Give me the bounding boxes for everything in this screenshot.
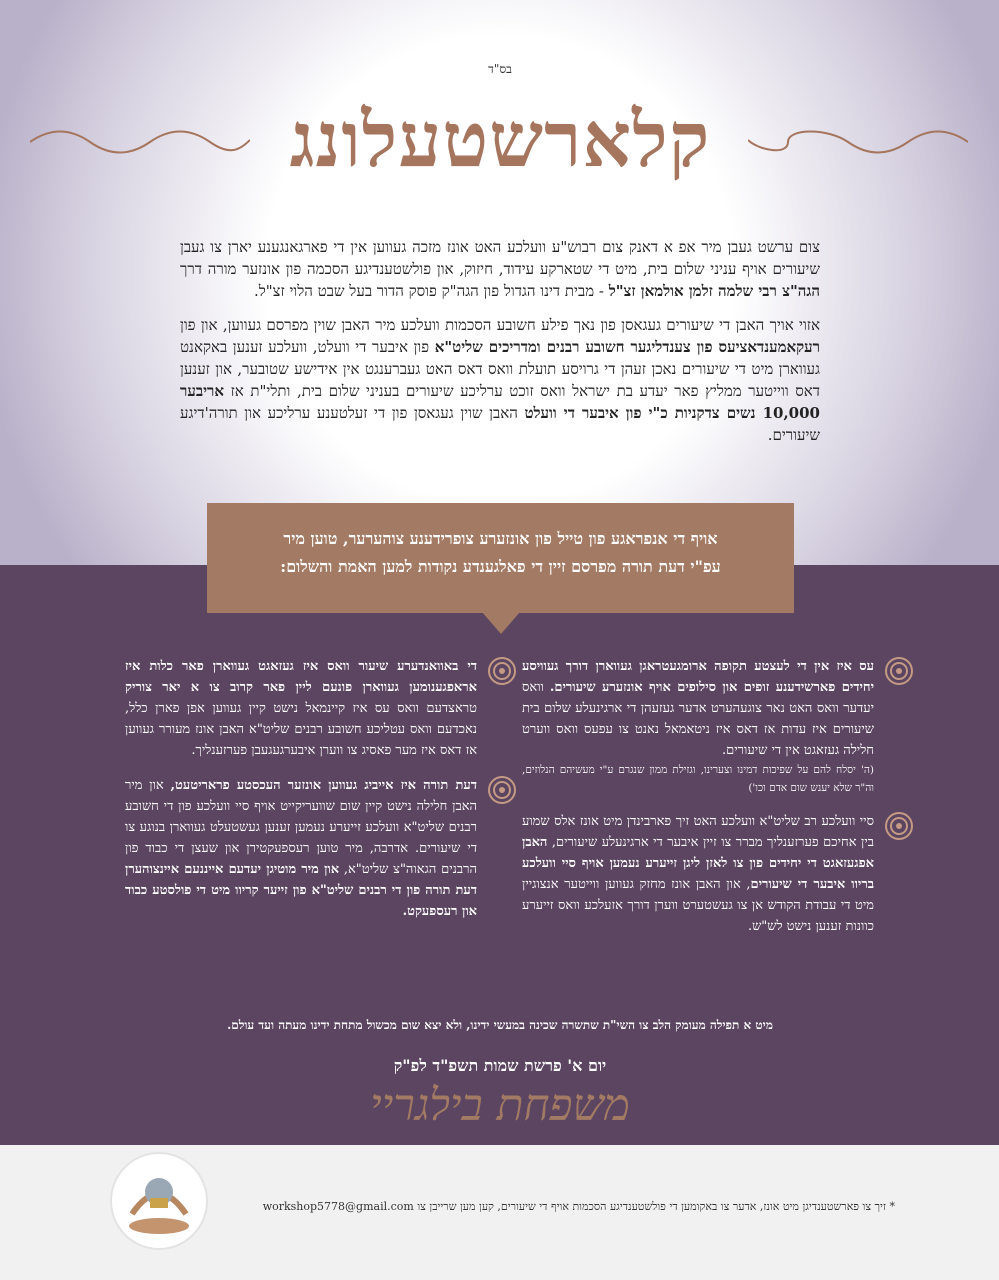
- point-4-text: און מיר האבן חלילה נישט קיין שום שוועריקייט אויף סיי וועלכע פון די חשובע רבנים שליט"א וועלכע זייערע נעמען זענען געשטעלט געווארן בנוגע צו די שיעורים. אדרבה, מיר טוען רעספעקטירן און שעצן די כבוד פון הרבנים הגאוה"צ שליט"א,: [125, 778, 477, 877]
- banner-pointer: [482, 612, 520, 634]
- rose-icon: [487, 656, 517, 686]
- intro-p2-text: אזוי אויך האבן די שיעורים געגאסן פון נאך פילע חשובע הסכמות וועלכע מיר האבן שוין מפרסם געווען, און פון: [180, 316, 820, 334]
- intro-p1-text: צום ערשט געבן מיר אפ א דאנק צום רבוש"ע וועלכע האט אונז מזכה געווען אין די פארגאנגענע יארן צו געבן שיעורים אויף עניני שלום בית, מיט די שטארקע עידוד, חיזוק, און פולשטענדיגע הסכמה פון אונזער מורה דרך: [180, 238, 820, 278]
- points-column-left: [125, 656, 477, 936]
- intro-paragraph-2: [180, 314, 820, 446]
- announcement-banner: [207, 503, 794, 613]
- point-2-bold: האבן אפגעזאגט די יחידים פון צו לאזן ליגן זייערע נעמען אויף סיי וועלכע בריוו איבער די שיעורים: [522, 835, 874, 892]
- intro-p2-bold-2: אריבער 10,000 נשים צדקניות כ"י פון איבער די וועלט: [180, 382, 820, 422]
- rose-icon: [884, 656, 914, 686]
- point-3-text: טראצדעם וואס עס איז קיינמאל נישט קיין געווען אפן פארן כלל, נאכדעם וואס עטליכע חשובע רבנים שליט"א האבן אונז מעורר געווען אז דאס איז מער פאסיג צו ווערן איבערגעגעבן פערזענליך.: [125, 701, 477, 758]
- point-4-bold: דעת תורה איז אייביג געווען אונזער העכסטע פראריטעט,: [170, 778, 477, 793]
- point-2-end: , און האבן אונז מחזק געווען ווייטער אנצוגיין מיט די עבודת הקודש אן צו געשטערט ווערן דורך אזעלכע וואס זייערע כוונות זענען נישט לש"ש.: [522, 877, 874, 934]
- point-2-text: סיי וועלכע רב שליט"א וועלכע האט זיך פארבינדן מיט אונז אלס שמוע בין אחיכם פערזענליך מברר צו זיין איבער די ארגינעלע שיעורים,: [522, 814, 874, 850]
- closing-prayer: מיט א תפילה מעומק הלב צו השי"ת שתשרה שכינה במעשי ידינו, ולא יצא שום מכשול מתחת ידינו מעתה ועד עולם.: [227, 1018, 773, 1032]
- contact-email-link[interactable]: workshop5778@gmail.com: [262, 1200, 414, 1213]
- banner-text: [227, 525, 774, 581]
- banner-line-1: אויף די אנפראגע פון טייל פון אונזערע צופרידענע צוהערער, טוען מיר: [283, 529, 718, 548]
- banner-line-2: עפ"י דעת תורה מפרסם זיין די פאלגענדע נקודות למען האמת והשלום:: [280, 557, 721, 576]
- point-1-note: (ה' יסלח להם על שפיכות דמינו וצערינו, וגזילת ממון שנגרם ע"י מעשיהם הנלוזים, וה"ר שלא יענש שום אדם וכו'): [522, 764, 874, 794]
- point-1-text: וואס יעדער וואס האט נאר צוגעהערט אדער געזעהן די ארגינעלע שלום בית שיעורים איז עדות אז דאס איז ניטאמאל נאנט צו עפעס וואס ווערט חלילה געזאגט אין די שיעורים.: [522, 680, 874, 758]
- footer-note: [215, 1200, 895, 1213]
- rose-icon: [487, 775, 517, 805]
- left-wave-ornament-icon: [30, 120, 250, 160]
- point-item: [125, 656, 477, 761]
- intro-p1-bold: הגה"צ רבי שלמה זלמן אולמאן זצ"ל: [608, 282, 820, 300]
- point-1-bold: עס איז אין די לעצטע תקופה ארומגעטראגן געווארן דורך געוויסע יחידים פארשידענע זופים און סילופים אויף אונזערע שיעורים.: [522, 659, 874, 695]
- intro-p2-mid: פון איבער די וועלט, וועלכע זענען באקאנט געווארן מיט די שיעורים נאכן זעהן די גרויסע תועלת וואס דאס האט געברענגט אין אידישע שטובער, און זענען דאס ווייטער ממליץ פאר יעדע בת ישראל וואס זוכט ערליכע שיעורים בעניני שלום בית, ותלי"ת אז: [180, 338, 820, 400]
- right-wave-ornament-icon: [748, 120, 968, 160]
- bsd-label: בס"ד: [488, 62, 512, 76]
- intro-text: [180, 236, 820, 458]
- point-item: [522, 656, 874, 797]
- page-title: קלארשטעלונג: [289, 95, 711, 184]
- point-item: [522, 811, 874, 937]
- point-4-bold-2: און מיר מוטיגן יעדעם אייננעם איינצוהערן דעת תורה פון די רבנים שליט"א פון זייער קריוו מיט די פולסטע כבוד און רעספעקט.: [125, 862, 477, 919]
- intro-p2-bold: רעקאמענדאציעס פון צענדליגער חשובע רבנים ומדריכים שליט"א: [434, 338, 820, 356]
- logo: [110, 1152, 208, 1250]
- rose-icon: [884, 811, 914, 841]
- logo-emblem-icon: [112, 1154, 206, 1248]
- footer-note-text: * זיך צו פארשטענדיגן מיט אונז, אדער צו באקומען די פולשטענדיגע הסכמות אויף די שיעורים, קען מען שרייבן צו: [413, 1200, 895, 1213]
- intro-p2-end: האבן שוין געגאסן פון די זעלטענע ערליכע און תורה'דיגע שיעורים.: [180, 404, 820, 444]
- closing-date: יום א' פרשת שמות תשפ"ד לפ"ק: [393, 1056, 607, 1075]
- points-column-right: [522, 656, 874, 951]
- intro-p1-end: - מבית דינו הגדול פון הגה"ק פוסק הדור בעל שבט הלוי זצ"ל.: [253, 282, 609, 300]
- point-3-bold: די באוואנדערע שיעור וואס איז געזאגט געווארן פאר כלות איז אראפגענומען געווארן פונעם ליין פאר קרוב צו א יאר צוריק: [125, 659, 477, 695]
- signature: משפחת בילגריי: [370, 1080, 630, 1131]
- point-item: [125, 775, 477, 922]
- intro-paragraph-1: [180, 236, 820, 302]
